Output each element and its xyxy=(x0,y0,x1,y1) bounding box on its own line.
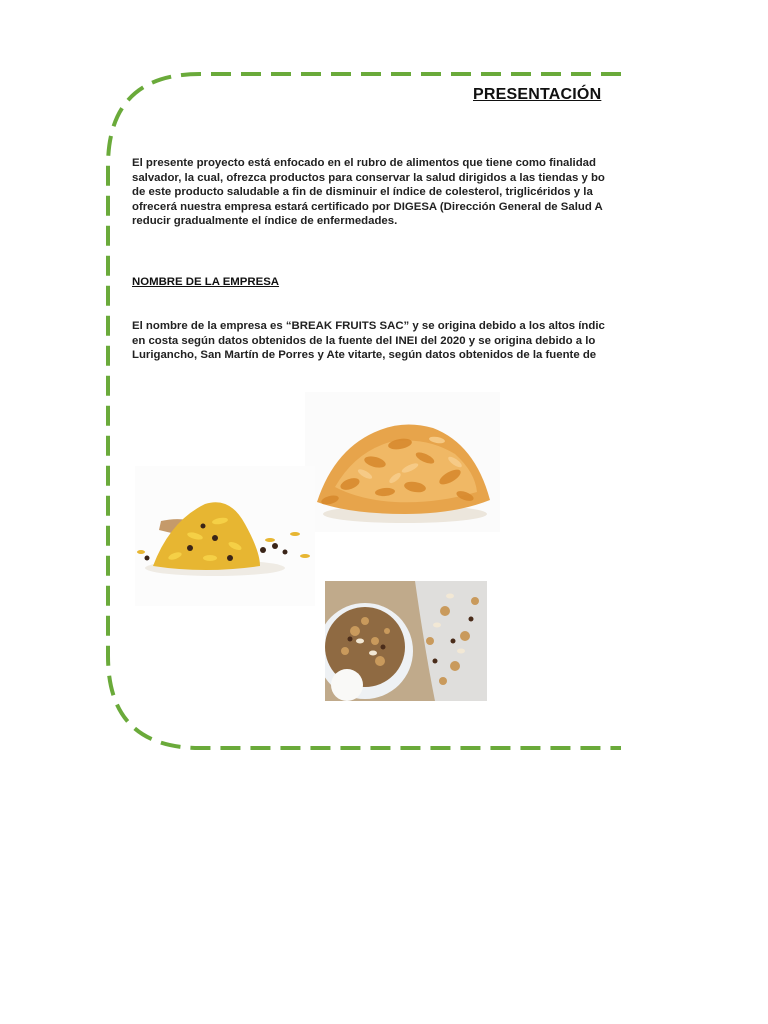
name-line: Lurigancho, San Martín de Porres y Ate vitarte, según datos obtenidos de la fuente de xyxy=(132,349,597,361)
cornflakes-photo xyxy=(305,392,500,532)
intro-line: de este producto saludable a fin de disminuir el índice de colesterol, triglicéridos y la xyxy=(132,186,593,198)
name-line: en costa según datos obtenidos de la fuente del INEI del 2020 y se origina debido a lo xyxy=(132,334,596,347)
name-line xyxy=(132,319,621,334)
name-line-prefix: El nombre de la empresa es xyxy=(132,320,286,332)
intro-line: ofrecerá nuestra empresa estará certificado por DIGESA (Dirección General de Salud A xyxy=(132,200,603,213)
intro-paragraph xyxy=(132,156,621,229)
intro-line: salvador, la cual, ofrezca productos para conservar la salud dirigidos a las tiendas y bo xyxy=(132,171,605,184)
company-name: “BREAK FRUITS SAC” xyxy=(285,320,410,332)
intro-line: reducir gradualmente el índice de enfermedades. xyxy=(132,215,398,227)
page-title: PRESENTACIÓN xyxy=(473,86,602,103)
company-name-paragraph xyxy=(132,319,621,363)
intro-line: El presente proyecto está enfocado en el rubro de alimentos que tiene como finalidad xyxy=(132,157,596,169)
cereal-pile-photo xyxy=(135,466,315,606)
section-heading: NOMBRE DE LA EMPRESA xyxy=(132,276,280,288)
name-line-suffix: y se origina debido a los altos índic xyxy=(409,320,605,332)
granola-photo xyxy=(325,581,487,701)
